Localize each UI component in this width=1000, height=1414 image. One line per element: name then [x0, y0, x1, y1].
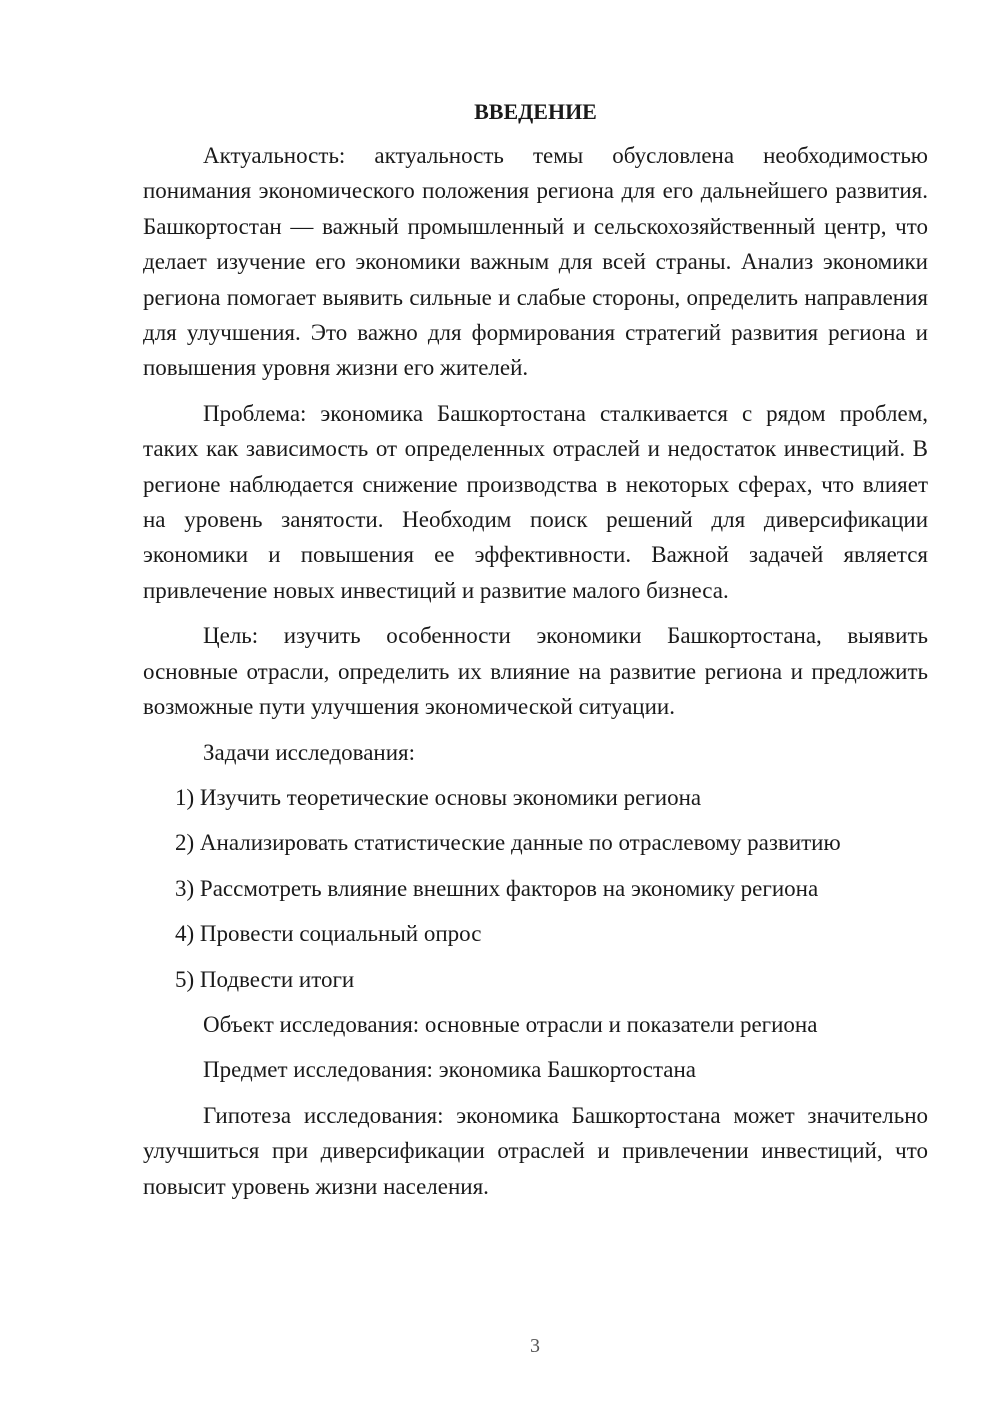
research-subject: Предмет исследования: экономика Башкортостана [203, 1057, 697, 1083]
paragraph-problem: Проблема: экономика Башкортостана сталкивается с рядом проблем, таких как зависимость от определенных отраслей и недостаток инвестиций. В регионе наблюдается снижение производства в некоторых сферах, что влияет на уровень занятости. Необходим поиск решений для диверсификации экономики и повышения ее эффективности. Важной задачей является привлечение новых инвестиций и развитие малого бизнеса. [143, 400, 928, 603]
paragraph-relevance: Актуальность: актуальность темы обусловлена необходимостью понимания экономического положения региона для его дальнейшего развития. Башкортостан — важный промышленный и сельскохозяйственный центр, что делает изучение его экономики важным для всей страны. Анализ экономики региона помогает выявить сильные и слабые стороны, определить направления для улучшения. Это важно для формирования стратегий развития региона и повышения уровня жизни его жителей. [143, 143, 928, 381]
page-content [143, 96, 928, 1214]
section-title: ВВЕДЕНИЕ [474, 99, 597, 124]
research-object: Объект исследования: основные отрасли и показатели региона [203, 1011, 818, 1037]
task-item: 4) Провести социальный опрос [175, 921, 482, 947]
paragraph-goal: Цель: изучить особенности экономики Башкортостана, выявить основные отрасли, определить их влияние на развитие региона и предложить возможные пути улучшения экономической ситуации. [143, 623, 928, 720]
task-item: 5) Подвести итоги [175, 966, 355, 992]
tasks-heading: Задачи исследования: [203, 739, 416, 765]
task-item: 1) Изучить теоретические основы экономики региона [175, 784, 702, 810]
page-number: 3 [530, 1335, 540, 1357]
paragraph-hypothesis: Гипотеза исследования: экономика Башкортостана может значительно улучшиться при диверсификации отраслей и привлечении инвестиций, что повысит уровень жизни населения. [143, 1102, 928, 1199]
task-item: 3) Рассмотреть влияние внешних факторов на экономику региона [175, 875, 819, 901]
task-item: 2) Анализировать статистические данные по отраслевому развитию [175, 830, 841, 856]
